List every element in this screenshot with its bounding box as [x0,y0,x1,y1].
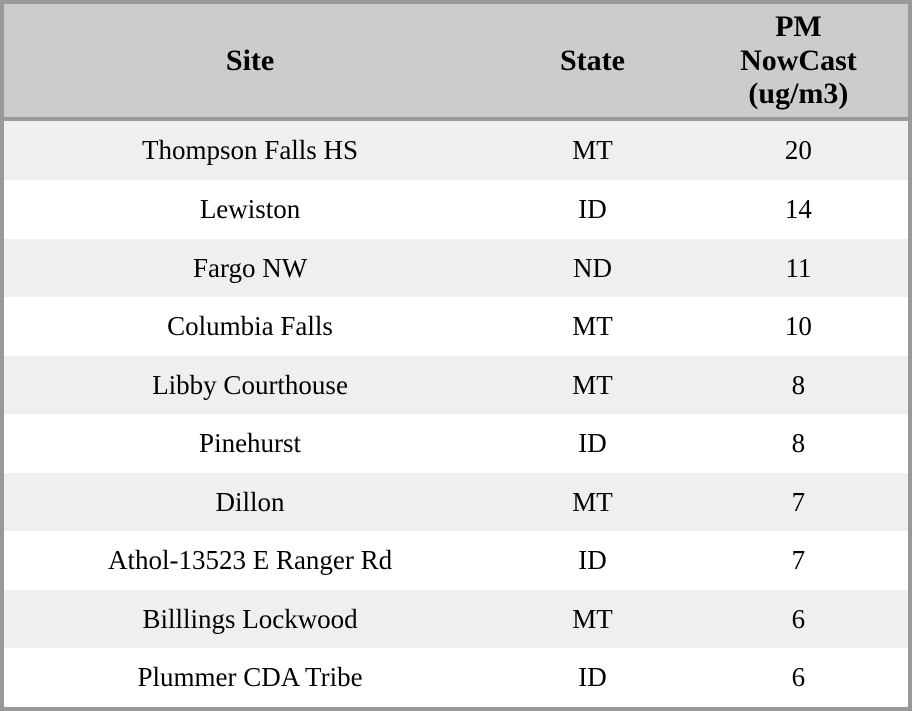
table-row [4,180,908,239]
cell-pm: 8 [689,414,908,473]
cell-state: ID [496,531,689,590]
cell-state: MT [496,297,689,356]
cell-site: Dillon [4,473,496,532]
cell-site: Thompson Falls HS [4,119,496,181]
cell-pm: 7 [689,531,908,590]
cell-pm: 7 [689,473,908,532]
table-row [4,297,908,356]
column-header-pm-line-2: NowCast [740,43,857,77]
table-body [4,119,908,707]
table-row [4,356,908,415]
cell-pm: 6 [689,648,908,707]
cell-pm: 8 [689,356,908,415]
table-row [4,531,908,590]
table-row [4,239,908,298]
cell-state: ND [496,239,689,298]
cell-state: ID [496,648,689,707]
cell-site: Billlings Lockwood [4,590,496,649]
cell-site: Lewiston [4,180,496,239]
cell-site: Plummer CDA Tribe [4,648,496,707]
column-header-pm-nowcast [689,4,908,119]
cell-pm: 14 [689,180,908,239]
column-header-pm-line-1: PM [775,10,822,43]
table-header-row [4,4,908,119]
table-header [4,4,908,119]
cell-site: Fargo NW [4,239,496,298]
cell-state: MT [496,590,689,649]
cell-state: MT [496,119,689,181]
cell-state: MT [496,356,689,415]
table-row [4,590,908,649]
cell-state: MT [496,473,689,532]
table-row [4,414,908,473]
cell-state: ID [496,180,689,239]
column-header-site: Site [4,4,496,119]
air-quality-table [4,4,908,707]
cell-pm: 11 [689,239,908,298]
cell-pm: 6 [689,590,908,649]
table-row [4,648,908,707]
table-row [4,119,908,181]
table-row [4,473,908,532]
cell-pm: 20 [689,119,908,181]
cell-site: Libby Courthouse [4,356,496,415]
column-header-state: State [496,4,689,119]
cell-site: Columbia Falls [4,297,496,356]
cell-pm: 10 [689,297,908,356]
cell-state: ID [496,414,689,473]
cell-site: Pinehurst [4,414,496,473]
cell-site: Athol-13523 E Ranger Rd [4,531,496,590]
column-header-pm-line-3: (ug/m3) [748,77,849,111]
